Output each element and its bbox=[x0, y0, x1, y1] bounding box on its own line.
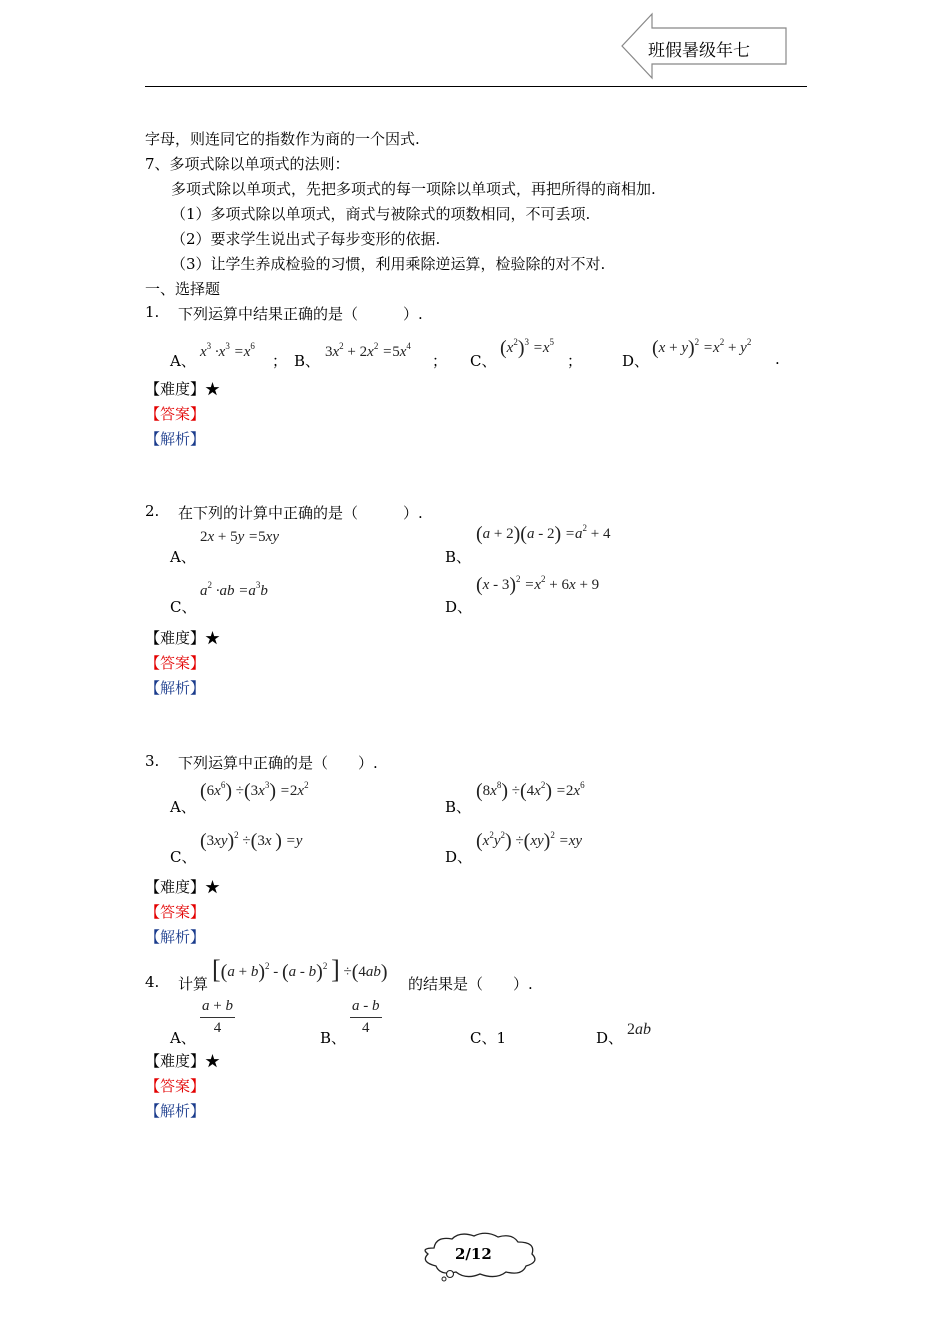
q4-option-a-label: A、 bbox=[170, 1029, 196, 1047]
q2-stem: 在下列的计算中正确的是（ ）. bbox=[178, 504, 423, 522]
q1-number: 1. bbox=[145, 303, 160, 321]
q3-answer: 【答案】 bbox=[145, 903, 206, 921]
q3-option-d-label: D、 bbox=[445, 848, 473, 866]
q4-number: 4. bbox=[145, 973, 160, 991]
page-number: 2/12 bbox=[455, 1245, 492, 1263]
q4-option-d-label: D、 bbox=[596, 1029, 624, 1047]
q3-option-b-formula: $(8x^8) \div(4x^2) =2x^6$ bbox=[476, 780, 585, 802]
section-title: 一、选择题 bbox=[145, 280, 221, 298]
q2-option-a-formula: 2x + 5y =5xy bbox=[200, 529, 279, 545]
q4-option-b-label: B、 bbox=[320, 1029, 347, 1047]
q1-stem: 下列运算中结果正确的是（ ）. bbox=[178, 305, 423, 323]
q1-option-c-formula: $(x^2)^3 =x^5$ bbox=[500, 337, 555, 359]
q1-sep-c: ； bbox=[567, 352, 583, 370]
q3-stem: 下列运算中正确的是（ ）. bbox=[178, 754, 378, 772]
q2-option-a-label: A、 bbox=[170, 548, 196, 566]
q4-answer: 【答案】 bbox=[145, 1077, 206, 1095]
q2-option-b-label: B、 bbox=[445, 548, 472, 566]
q1-option-b-label: B、 bbox=[294, 352, 321, 370]
q1-option-b-formula: $3x^2 + 2x^2 =5x^4$ bbox=[325, 341, 411, 360]
rule-note-2: （2）要求学生说出式子每步变形的依据. bbox=[171, 230, 441, 248]
q3-option-a-label: A、 bbox=[170, 798, 196, 816]
q1-option-a-formula: $x^3 \cdot x^3 =x^6$ bbox=[200, 341, 255, 360]
q3-option-c-label: C、 bbox=[170, 848, 197, 866]
q2-number: 2. bbox=[145, 502, 160, 520]
q2-option-c-formula: $a^2 \cdot ab =a^3b$ bbox=[200, 580, 268, 599]
q1-sep-b: ； bbox=[432, 352, 448, 370]
q3-option-c-formula: $(3xy)^2 \div(3x$ ) =y bbox=[200, 830, 303, 852]
q2-option-d-label: D、 bbox=[445, 598, 473, 616]
rule-title: 7、多项式除以单项式的法则： bbox=[145, 155, 350, 173]
q3-option-b-label: B、 bbox=[445, 798, 472, 816]
q4-option-a-formula: $\frac{a + b}{4}$ bbox=[202, 998, 233, 1036]
q1-analysis: 【解析】 bbox=[145, 430, 206, 448]
q1-difficulty: 【难度】★ bbox=[145, 380, 221, 398]
q4-option-c: C、1 bbox=[470, 1029, 507, 1047]
rule-note-1: （1）多项式除以单项式，商式与被除式的项数相同，不可丢项. bbox=[171, 205, 591, 223]
q1-option-d-formula: $(x + y)^2 =x^2 + y^2$ bbox=[652, 337, 752, 359]
header-divider bbox=[145, 86, 807, 87]
rule-note-3: （3）让学生养成检验的习惯，利用乘除逆运算，检验除的对不对. bbox=[171, 255, 606, 273]
q3-option-d-formula: $(x^2y^2) \div(xy)^2 =xy$ bbox=[476, 830, 583, 852]
q4-option-b-formula: $\frac{a - b}{4}$ bbox=[352, 998, 380, 1036]
q1-option-d-label: D、 bbox=[622, 352, 650, 370]
q2-analysis: 【解析】 bbox=[145, 679, 206, 697]
q3-option-a-formula: $(6x^6) \div(3x^3) =2x^2$ bbox=[200, 780, 309, 802]
q1-option-c-label: C、 bbox=[470, 352, 497, 370]
q1-sep-a: ； bbox=[272, 352, 288, 370]
q2-answer: 【答案】 bbox=[145, 654, 206, 672]
q1-end: . bbox=[775, 350, 780, 368]
q3-analysis: 【解析】 bbox=[145, 928, 206, 946]
rule-body: 多项式除以单项式，先把多项式的每一项除以单项式，再把所得的商相加. bbox=[171, 180, 656, 198]
q4-suffix: 的结果是（ ）. bbox=[408, 975, 533, 993]
q2-difficulty: 【难度】★ bbox=[145, 629, 221, 647]
header-title: 班假暑级年七 bbox=[648, 41, 750, 61]
q3-number: 3. bbox=[145, 752, 160, 770]
q4-analysis: 【解析】 bbox=[145, 1102, 206, 1120]
q2-option-d-formula: $(x - 3)^2 =x^2 + 6x + 9$ bbox=[476, 574, 600, 596]
q4-expression: [$(a + b)^2 - (a - b)^2$ ] ÷(4ab) bbox=[212, 955, 388, 984]
q4-option-d-formula: 2ab bbox=[627, 1021, 651, 1038]
q4-prefix: 计算 bbox=[178, 975, 209, 993]
q1-answer: 【答案】 bbox=[145, 405, 206, 423]
q2-option-c-label: C、 bbox=[170, 598, 197, 616]
q4-difficulty: 【难度】★ bbox=[145, 1052, 221, 1070]
intro-line1: 字母，则连同它的指数作为商的一个因式. bbox=[145, 130, 420, 148]
q3-difficulty: 【难度】★ bbox=[145, 878, 221, 896]
q1-option-a-label: A、 bbox=[170, 352, 196, 370]
q2-option-b-formula: $(a + 2)(a - 2) =a^2 + 4$ bbox=[476, 523, 611, 545]
